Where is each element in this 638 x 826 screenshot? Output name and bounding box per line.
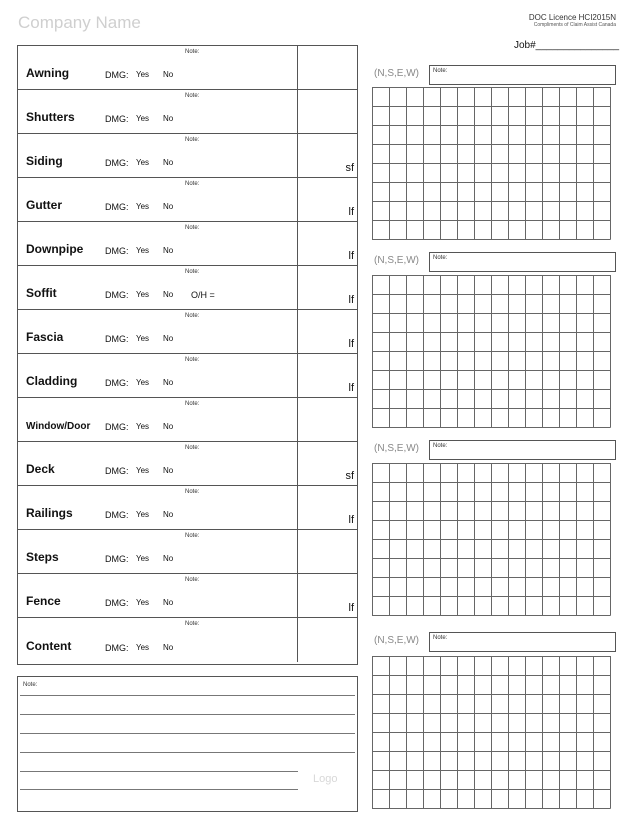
row-note-label[interactable]: Note: (185, 49, 200, 55)
direction-label[interactable]: (N,S,E,W) (374, 68, 419, 79)
row-note-label[interactable]: Note: (185, 357, 200, 363)
sketch-note-label: Note: (433, 255, 448, 261)
general-note-box[interactable] (17, 676, 358, 812)
dmg-yes-option[interactable]: Yes (136, 114, 150, 123)
damage-row (18, 486, 357, 530)
dmg-yes-option[interactable]: Yes (136, 466, 150, 475)
unit-label: lf (348, 514, 354, 526)
dmg-yes-option[interactable]: Yes (136, 70, 150, 79)
sketch-grid[interactable] (372, 87, 611, 240)
column-divider (297, 178, 298, 221)
sketch-note-box[interactable] (429, 440, 616, 460)
direction-label[interactable]: (N,S,E,W) (374, 443, 419, 454)
column-divider (297, 486, 298, 529)
column-divider (297, 574, 298, 617)
damage-row (18, 178, 357, 222)
dmg-yes-option[interactable]: Yes (136, 422, 150, 431)
dmg-label: DMG: (105, 598, 129, 608)
column-divider (297, 618, 298, 662)
row-note-label[interactable]: Note: (185, 225, 200, 231)
licence-number: DOC Licence HCI2015N (528, 13, 616, 22)
row-label: Siding (26, 154, 63, 168)
row-note-label[interactable]: Note: (185, 533, 200, 539)
row-note-label[interactable]: Note: (185, 445, 200, 451)
job-number-field[interactable]: Job#_______________ (514, 40, 620, 51)
dmg-label: DMG: (105, 158, 129, 168)
dmg-no-option[interactable]: No (163, 290, 174, 299)
dmg-yes-option[interactable]: Yes (136, 334, 150, 343)
row-note-label[interactable]: Note: (185, 621, 200, 627)
column-divider (297, 90, 298, 133)
dmg-label: DMG: (105, 643, 129, 653)
dmg-no-option[interactable]: No (163, 643, 174, 652)
dmg-yes-option[interactable]: Yes (136, 202, 150, 211)
logo-placeholder: Logo (313, 773, 338, 785)
unit-label: lf (348, 250, 354, 262)
general-note-label: Note: (23, 682, 38, 688)
dmg-no-option[interactable]: No (163, 334, 174, 343)
column-divider (297, 398, 298, 441)
company-name: Company Name (18, 13, 141, 32)
dmg-yes-option[interactable]: Yes (136, 554, 150, 563)
row-label: Downpipe (26, 242, 84, 256)
row-note-label[interactable]: Note: (185, 269, 200, 275)
row-label: Shutters (26, 110, 75, 124)
row-label: Railings (26, 506, 73, 520)
dmg-label: DMG: (105, 290, 129, 300)
dmg-label: DMG: (105, 422, 129, 432)
unit-label: lf (348, 338, 354, 350)
row-note-label[interactable]: Note: (185, 93, 200, 99)
dmg-no-option[interactable]: No (163, 70, 174, 79)
row-label: Soffit (26, 286, 57, 300)
unit-label: lf (348, 602, 354, 614)
damage-table (17, 45, 358, 665)
damage-row (18, 46, 357, 90)
note-line[interactable] (20, 752, 355, 753)
dmg-no-option[interactable]: No (163, 466, 174, 475)
damage-row (18, 310, 357, 354)
column-divider (297, 222, 298, 265)
sketch-note-label: Note: (433, 635, 448, 641)
row-note-label[interactable]: Note: (185, 577, 200, 583)
sketch-note-box[interactable] (429, 252, 616, 272)
note-line[interactable] (20, 695, 355, 696)
damage-row (18, 398, 357, 442)
damage-row (18, 354, 357, 398)
dmg-yes-option[interactable]: Yes (136, 158, 150, 167)
damage-row (18, 134, 357, 178)
overhang-field[interactable]: O/H = (191, 290, 215, 300)
complements-text: Compliments of Claim Assist Canada (533, 22, 616, 28)
damage-row (18, 90, 357, 134)
column-divider (297, 266, 298, 309)
note-line[interactable] (20, 771, 298, 772)
column-divider (297, 354, 298, 397)
dmg-no-option[interactable]: No (163, 378, 174, 387)
dmg-yes-option[interactable]: Yes (136, 246, 150, 255)
damage-row (18, 618, 357, 662)
row-label: Fascia (26, 330, 64, 344)
column-divider (297, 134, 298, 177)
dmg-label: DMG: (105, 510, 129, 520)
sketch-note-box[interactable] (429, 65, 616, 85)
damage-row (18, 222, 357, 266)
dmg-no-option[interactable]: No (163, 202, 174, 211)
dmg-label: DMG: (105, 202, 129, 212)
unit-label: lf (348, 206, 354, 218)
sketch-note-label: Note: (433, 443, 448, 449)
dmg-yes-option[interactable]: Yes (136, 510, 150, 519)
row-label: Window/Door (26, 421, 91, 432)
dmg-label: DMG: (105, 378, 129, 388)
column-divider (297, 310, 298, 353)
dmg-label: DMG: (105, 246, 129, 256)
row-label: Awning (26, 66, 70, 80)
row-note-label[interactable]: Note: (185, 313, 200, 319)
dmg-yes-option[interactable]: Yes (136, 643, 150, 652)
row-label: Deck (26, 462, 55, 476)
row-label: Content (26, 639, 72, 653)
column-divider (297, 530, 298, 573)
row-label: Cladding (26, 374, 78, 388)
row-note-label[interactable]: Note: (185, 489, 200, 495)
dmg-no-option[interactable]: No (163, 246, 174, 255)
dmg-no-option[interactable]: No (163, 554, 174, 563)
damage-row (18, 530, 357, 574)
sketch-note-box[interactable] (429, 632, 616, 652)
dmg-label: DMG: (105, 466, 129, 476)
dmg-no-option[interactable]: No (163, 510, 174, 519)
sketch-grid[interactable] (372, 463, 611, 616)
damage-row (18, 266, 357, 310)
sketch-grid[interactable] (372, 656, 611, 809)
sketch-note-label: Note: (433, 68, 448, 74)
unit-label: lf (348, 382, 354, 394)
dmg-yes-option[interactable]: Yes (136, 598, 150, 607)
column-divider (297, 442, 298, 485)
direction-label[interactable]: (N,S,E,W) (374, 255, 419, 266)
row-note-label[interactable]: Note: (185, 181, 200, 187)
dmg-no-option[interactable]: No (163, 158, 174, 167)
unit-label: sf (345, 470, 354, 482)
dmg-label: DMG: (105, 334, 129, 344)
note-line[interactable] (20, 714, 355, 715)
dmg-label: DMG: (105, 554, 129, 564)
note-line[interactable] (20, 789, 298, 790)
dmg-no-option[interactable]: No (163, 598, 174, 607)
dmg-yes-option[interactable]: Yes (136, 378, 150, 387)
dmg-label: DMG: (105, 114, 129, 124)
dmg-no-option[interactable]: No (163, 114, 174, 123)
column-divider (297, 46, 298, 89)
dmg-yes-option[interactable]: Yes (136, 290, 150, 299)
sketch-grid[interactable] (372, 275, 611, 428)
row-note-label[interactable]: Note: (185, 137, 200, 143)
unit-label: lf (348, 294, 354, 306)
note-line[interactable] (20, 733, 355, 734)
row-label: Gutter (26, 198, 62, 212)
damage-row (18, 442, 357, 486)
direction-label[interactable]: (N,S,E,W) (374, 635, 419, 646)
row-note-label[interactable]: Note: (185, 401, 200, 407)
unit-label: sf (345, 162, 354, 174)
row-label: Steps (26, 550, 59, 564)
row-label: Fence (26, 594, 61, 608)
damage-row (18, 574, 357, 618)
dmg-label: DMG: (105, 70, 129, 80)
dmg-no-option[interactable]: No (163, 422, 174, 431)
